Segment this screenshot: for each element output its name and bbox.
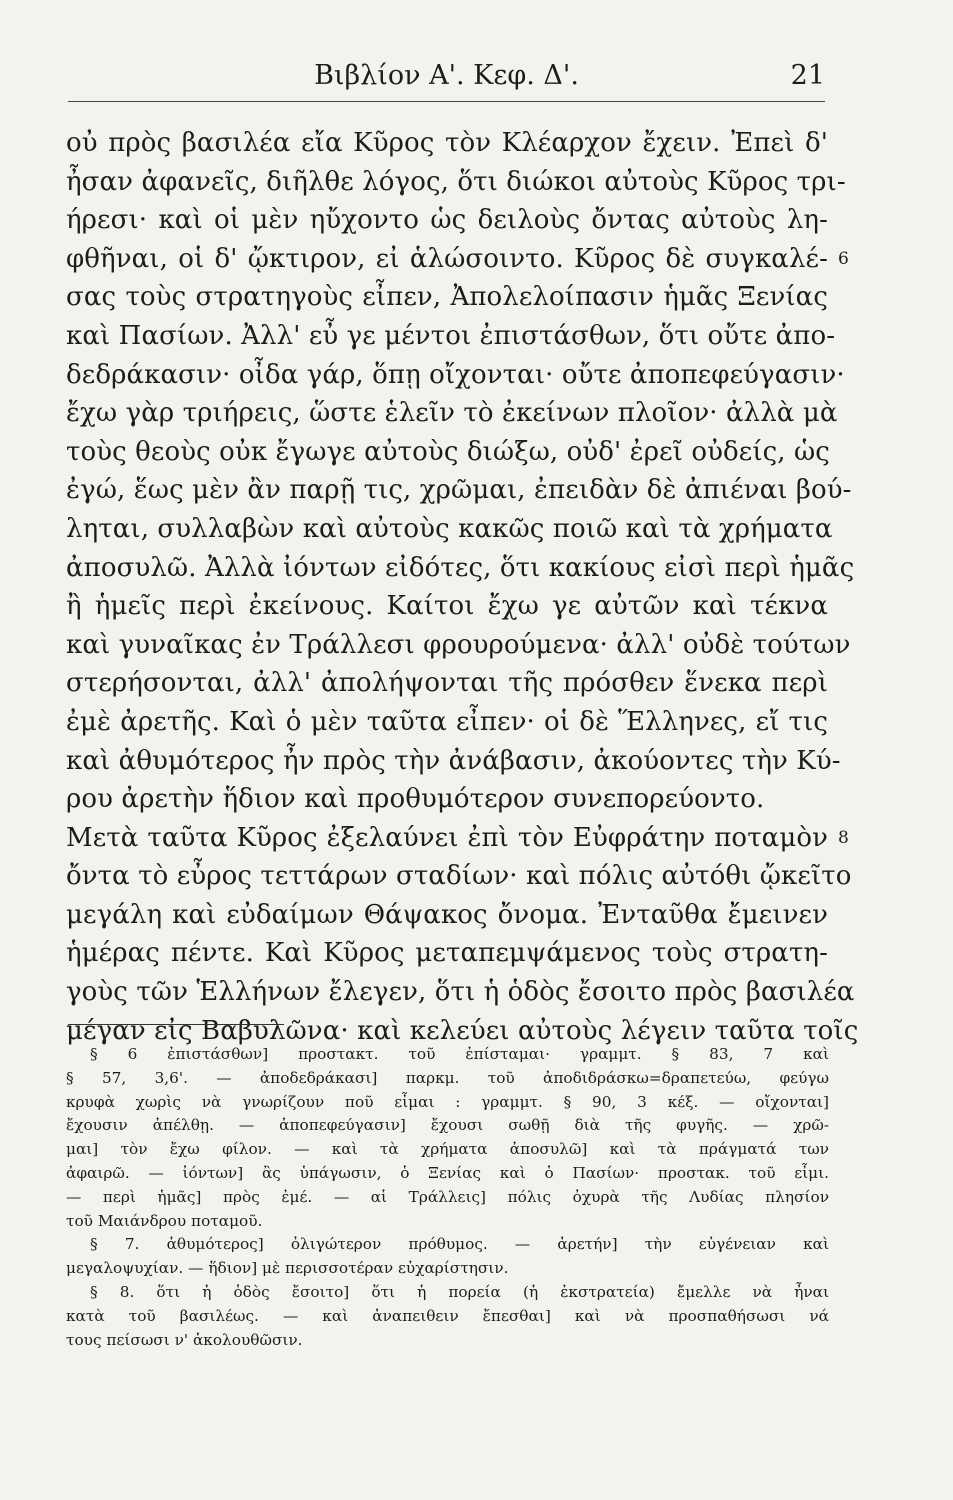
text-line: φθῆναι, οἱ δ' ᾤκτιρον, εἰ ἁλώσοιντο. Κῦρος δὲ συγκαλέ- [66, 243, 828, 274]
main-text [66, 124, 859, 1050]
text-line: ἀποσυλῶ. Ἀλλὰ ἰόντων εἰδότες, ὅτι κακίους εἰσὶ περὶ ἡμᾶς [66, 552, 855, 583]
running-title: Βιβλίον Α'. Κεφ. Δ'. [314, 60, 579, 91]
text-line: ἐμὲ ἀρετῆς. Καὶ ὁ μὲν ταῦτα εἶπεν· οἱ δὲ Ἕλληνες, εἴ τις [66, 706, 828, 737]
page-number: 21 [790, 60, 825, 91]
text-line: ἦσαν ἀφανεῖς, διῆλθε λόγος, ὅτι διώκοι αὐτοὺς Κῦρος τρι- [66, 166, 846, 197]
footnotes [66, 1043, 829, 1352]
text-line: μεγάλη καὶ εὐδαίμων Θάψακος ὄνομα. Ἐνταῦθα ἔμεινεν [66, 899, 828, 930]
footnote-line: § 6 ἐπιστάσθων] προστακτ. τοῦ ἐπίσταμαι· γραμμτ. § 83, 7 καὶ [90, 1045, 829, 1063]
text-line: γοὺς τῶν Ἑλλήνων ἔλεγεν, ὅτι ἡ ὁδὸς ἔσοιτο πρὸς βασιλέα [66, 977, 855, 1008]
footnote-line: ἀφαιρῶ. — ἰόντων] ἂς ὑπάγωσιν, ὁ Ξενίας καὶ ὁ Πασίων· προστακ. τοῦ εἶμι. [66, 1163, 829, 1182]
text-line: ἔχω γὰρ τριήρεις, ὥστε ἑλεῖν τὸ ἐκείνων πλοῖον· ἀλλὰ μὰ [66, 398, 838, 429]
footnote-line: κρυφὰ χωρὶς νὰ γνωρίζουν ποῦ εἶμαι : γραμμτ. § 90, 3 κέξ. — οἴχονται] [66, 1092, 829, 1111]
page-header [68, 60, 825, 98]
footnote-line: ἔχουσιν ἀπέλθῃ. — ἀποπεφεύγασιν] ἔχουσι σωθῇ διὰ τῆς φυγῆς. — χρῶ- [66, 1116, 829, 1135]
header-rule [68, 101, 825, 102]
text-line: καὶ Πασίων. Ἀλλ' εὖ γε μέντοι ἐπιστάσθων, ὅτι οὔτε ἀπο- [66, 320, 836, 351]
text-line: οὐ πρὸς βασιλέα εἴα Κῦρος τὸν Κλέαρχον ἔχειν. Ἐπεὶ δ' [66, 128, 828, 158]
text-line: ήρεσι· καὶ οἱ μὲν ηὔχοντο ὡς δειλοὺς ὄντας αὐτοὺς λη- [66, 205, 828, 236]
margin-section-number: 6 [838, 249, 849, 269]
footnote-line: τους πείσωσι ν' ἀκολουθῶσιν. [66, 1330, 303, 1349]
text-line: ὄντα τὸ εὖρος τεττάρων σταδίων· καὶ πόλις αὐτόθι ᾤκεῖτο [66, 861, 852, 892]
footnote-line: κατὰ τοῦ βασιλέως. — καὶ ἀναπειθειν ἔπεσθαι] καὶ νὰ προσπαθήσωσι νά [66, 1306, 829, 1325]
footnote-line: τοῦ Μαιάνδρου ποταμοῦ. [66, 1211, 263, 1230]
footnote-line: — περὶ ἡμᾶς] πρὸς ἐμέ. — αἱ Τράλλεις] πόλις ὀχυρὰ τῆς Λυδίας πλησίον [66, 1187, 829, 1206]
footnote-line: μαι] τὸν ἔχω φίλον. — καὶ τὰ χρήματα ἀποσυλῶ] καὶ τὰ πράγματά των [66, 1140, 829, 1159]
text-line: Μετὰ ταῦτα Κῦρος ἐξελαύνει ἐπὶ τὸν Εὐφράτην ποταμὸν [66, 822, 828, 853]
text-line: ἢ ἡμεῖς περὶ ἐκείνους. Καίτοι ἔχω γε αὐτῶν καὶ τέκνα [66, 591, 828, 622]
footnote-line: § 7. ἀθυμότερος] ὀλιγώτερον πρόθυμος. — ἀρετήν] τὴν εὐγένειαν καὶ [90, 1235, 829, 1254]
text-line: καὶ γυναῖκας ἐν Τράλλεσι φρουρούμενα· ἀλλ' οὐδὲ τούτων [66, 629, 851, 660]
footnote-line: § 8. ὅτι ἡ ὁδὸς ἔσοιτο] ὅτι ἡ πορεία (ἡ ἐκστρατεία) ἔμελλε νὰ ἦναι [90, 1282, 829, 1301]
footnote-line: § 57, 3,6'. — ἀποδεδράκασι] παρκμ. τοῦ ἀποδιδράσκω=δραπετεύω, φεύγω [66, 1068, 829, 1087]
text-line: δεδράκασιν· οἶδα γάρ, ὅπῃ οἴχονται· οὔτε ἀποπεφεύγασιν· [66, 359, 845, 390]
text-line: ἡμέρας πέντε. Καὶ Κῦρος μεταπεμψάμενος τοὺς στρατη- [66, 938, 828, 969]
text-line: σας τοὺς στρατηγοὺς εἶπεν, Ἀπολελοίπασιν ἡμᾶς Ξενίας [66, 282, 828, 313]
footnote-line: μεγαλοψυχίαν. — ἥδιον] μὲ περισσοτέραν εὐχαρίστησιν. [66, 1259, 509, 1278]
margin-section-number: 8 [838, 828, 849, 848]
text-line: ληται, συλλαβὼν καὶ αὐτοὺς κακῶς ποιῶ καὶ τὰ χρήματα [66, 513, 833, 544]
text-line: ἐγώ, ἕως μὲν ἂν παρῇ τις, χρῶμαι, ἐπειδὰν δὲ ἀπιέναι βού- [66, 475, 852, 506]
text-line: στερήσονται, ἀλλ' ἀπολήψονται τῆς πρόσθεν ἕνεκα περὶ [66, 668, 828, 699]
footnote-rule [68, 1024, 284, 1025]
text-line: τοὺς θεοὺς οὐκ ἔγωγε αὐτοὺς διώξω, οὐδ' ἐρεῖ οὐδείς, ὡς [66, 436, 830, 467]
text-line: ρου ἀρετὴν ἥδιον καὶ προθυμότερον συνεπορεύοντο. [66, 784, 765, 815]
text-line: καὶ ἀθυμότερος ἦν πρὸς τὴν ἀνάβασιν, ἀκούοντες τὴν Κύ- [66, 745, 841, 776]
text-line: μέγαν εἰς Βαβυλῶνα· καὶ κελεύει αὐτοὺς λέγειν ταῦτα τοῖς [66, 1015, 859, 1046]
